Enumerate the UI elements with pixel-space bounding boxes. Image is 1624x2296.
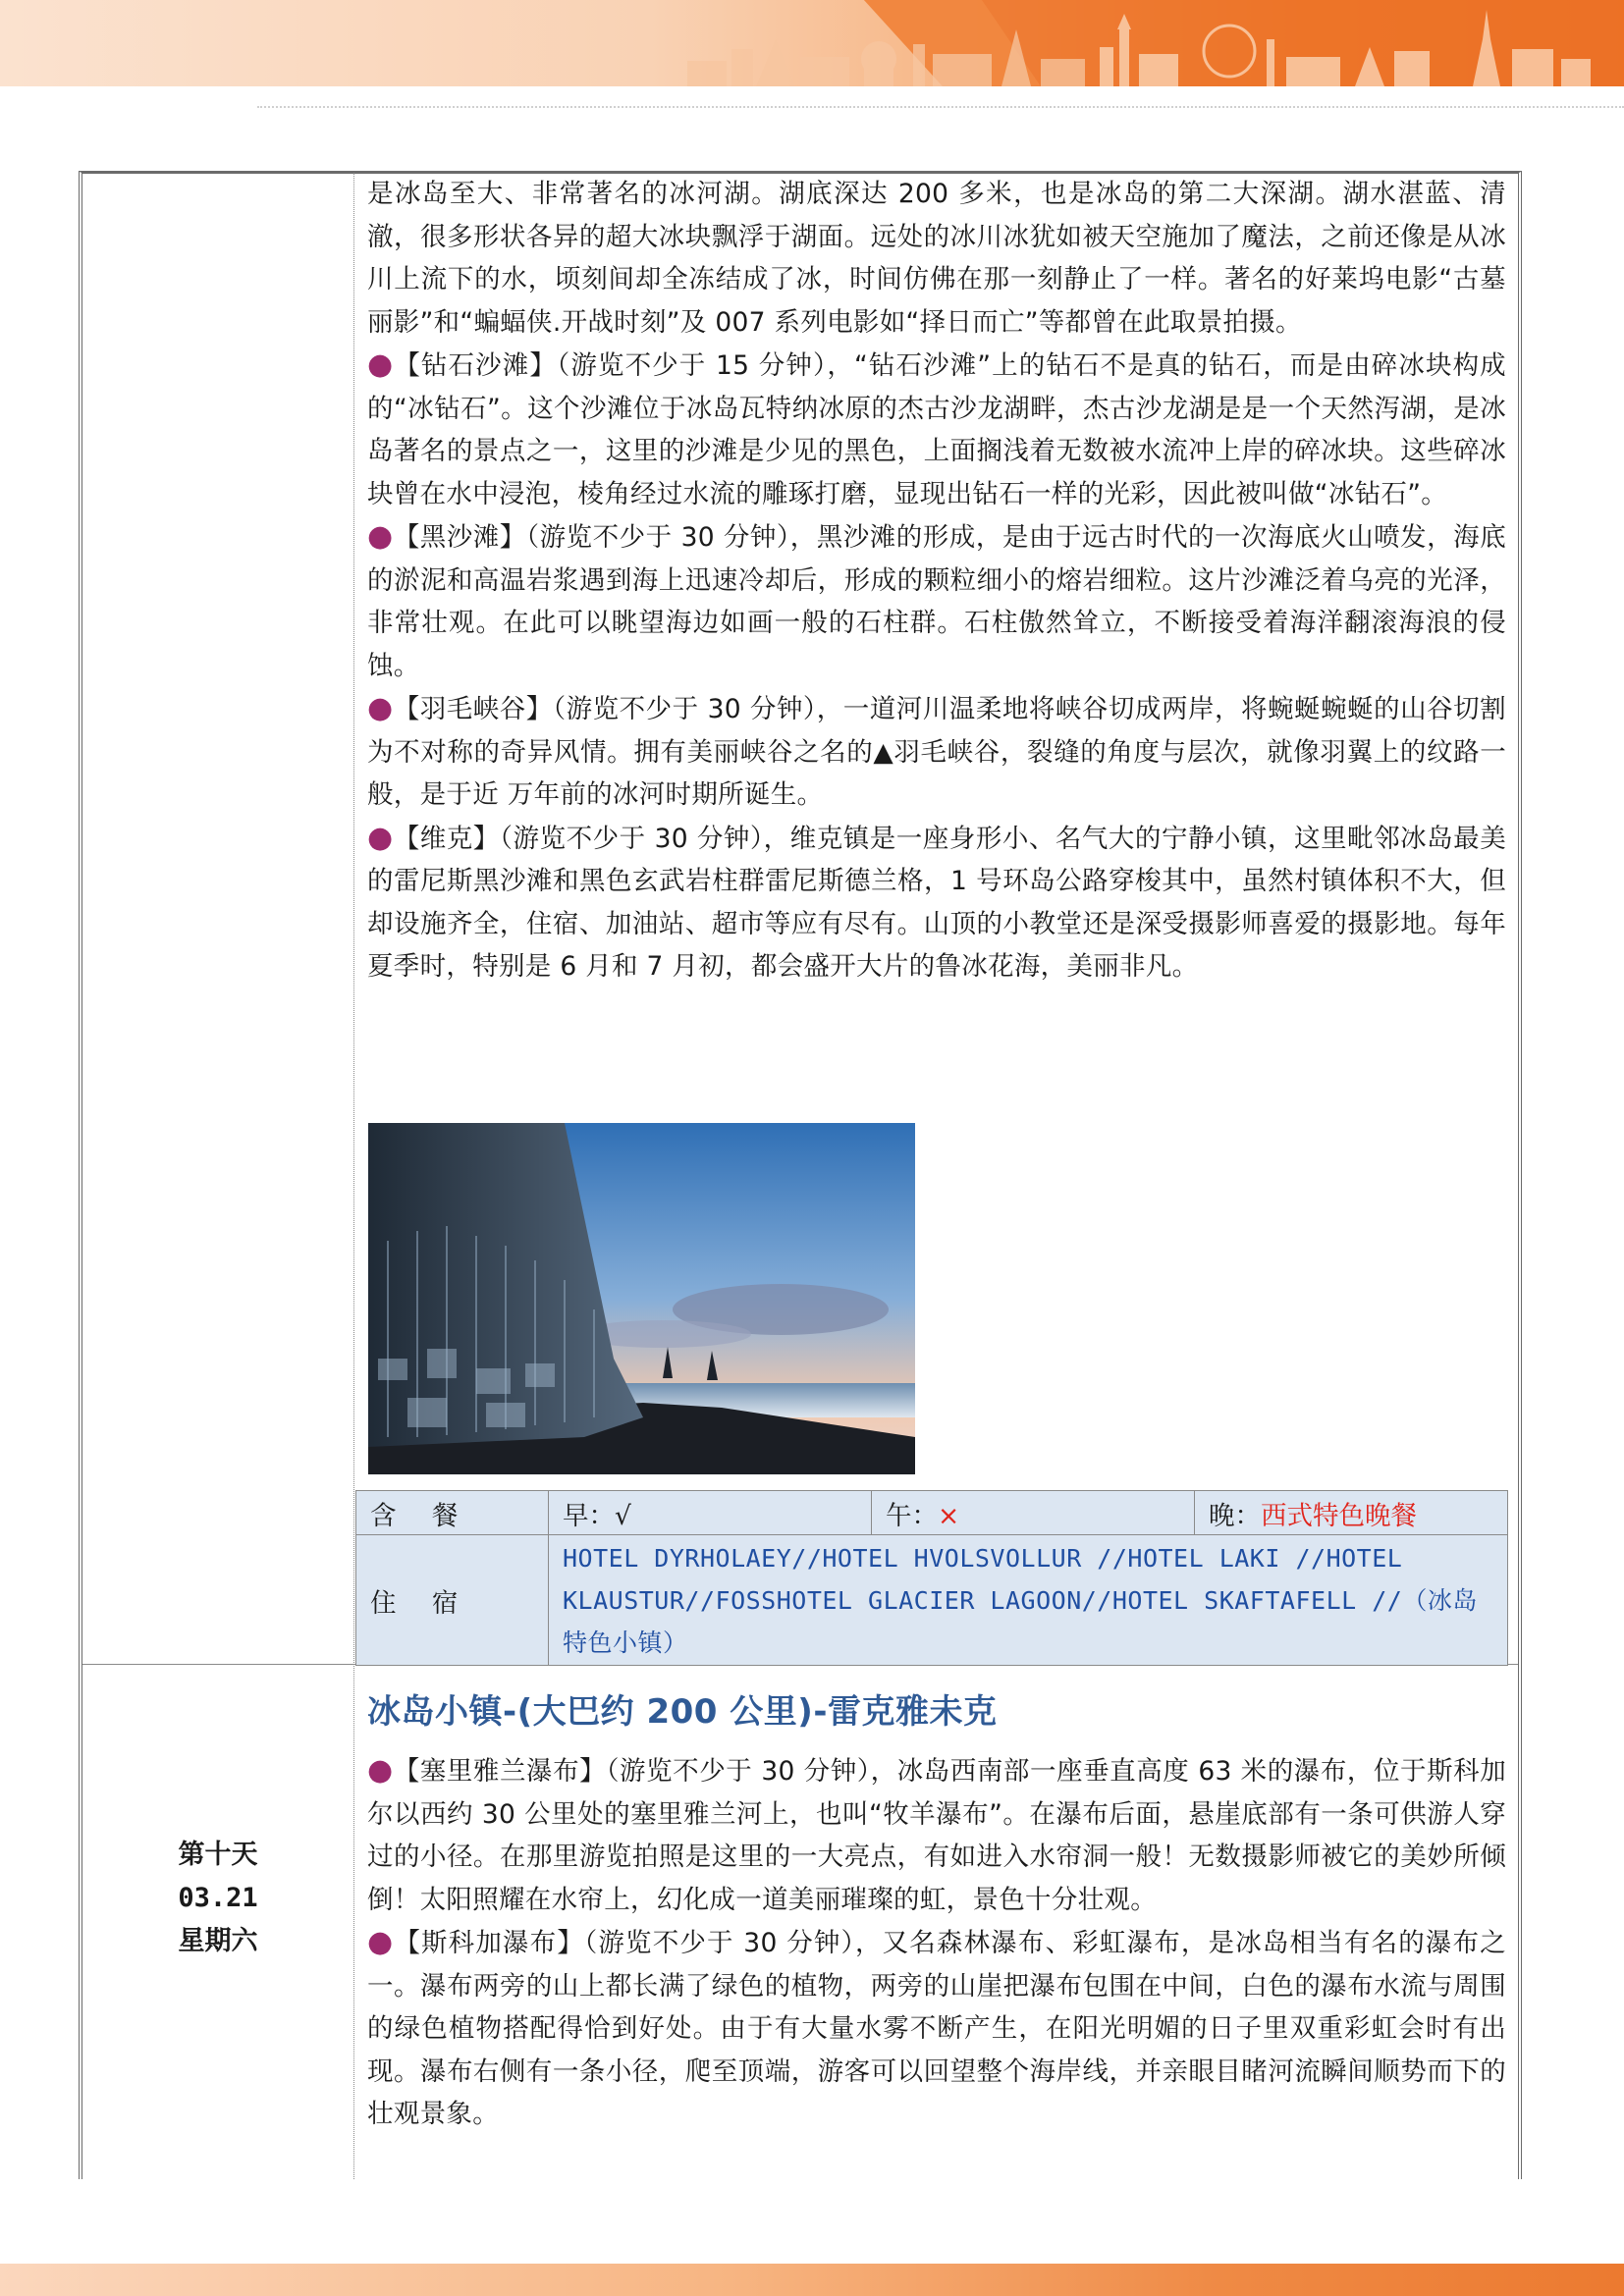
day10-title: 冰岛小镇-(大巴约 200 公里)-雷克雅未克: [367, 1692, 998, 1732]
day10-content: [367, 1749, 1506, 2136]
hotel-value: HOTEL DYRHOLAEY//HOTEL HVOLSVOLLUR //HOTEL LAKI //HOTEL KLAUSTUR//FOSSHOTEL GLACIER LAGOON//HOTEL SKAFTAFELL //（冰岛特色小镇）: [549, 1535, 1508, 1666]
attraction-name: 【塞里雅兰瀑布】: [393, 1756, 607, 1787]
attraction-name: 【维克】: [393, 823, 500, 854]
lunch-cell: [872, 1491, 1195, 1535]
dinner-label: 晚：: [1209, 1500, 1261, 1531]
bullet-icon: ●: [367, 1753, 394, 1788]
lunch-label: 午：: [886, 1500, 938, 1531]
attraction-item: [367, 817, 1506, 988]
bullet-icon: ●: [367, 820, 394, 855]
breakfast-label: 早：: [563, 1500, 615, 1531]
meals-label: 含 餐: [356, 1491, 549, 1535]
meals-row: [356, 1491, 1508, 1535]
attraction-name: 【羽毛峡谷】: [393, 694, 553, 724]
bullet-icon: ●: [367, 1925, 395, 1959]
attraction-name: 【斯科加瀑布】: [394, 1928, 584, 1958]
day10-label: [82, 1834, 353, 1963]
attraction-text: （游览不少于 30 分钟），冰岛西南部一座垂直高度 63 米的瀑布，位于斯科加尔以西约 30 公里处的塞里雅兰河上，也叫“牧羊瀑布”。在瀑布后面，悬崖底部有一条可供游人穿过的小径。在那里游览拍照是这里的一大亮点，有如进入水帘洞一般！无数摄影师被它的美妙所倾倒！太阳照耀在水帘上，幻化成一道美丽璀璨的虹，景色十分壮观。: [367, 1756, 1506, 1915]
lunch-value: ×: [938, 1500, 960, 1531]
attraction-text: （游览不少于 30 分钟），又名森林瀑布、彩虹瀑布，是冰岛相当有名的瀑布之一。瀑布两旁的山上都长满了绿色的植物，两旁的山崖把瀑布包围在中间，白色的瀑布水流与周围的绿色植物搭配得恰到好处。由于有大量水雾不断产生，在阳光明媚的日子里双重彩虹会时有出现。瀑布右侧有一条小径，爬至顶端，游客可以回望整个海岸线，并亲眼目睹河流瞬间顺势而下的壮观景象。: [367, 1928, 1506, 2129]
attraction-item: [367, 1749, 1506, 1921]
attraction-item: [367, 1921, 1506, 2136]
skyline-icon: [0, 0, 1624, 86]
day-date: 03.21: [178, 1883, 258, 1913]
bullet-icon: ●: [367, 347, 395, 382]
breakfast-cell: [549, 1491, 872, 1535]
attraction-name: 【钻石沙滩】: [394, 350, 557, 381]
column-divider: [353, 173, 354, 2179]
hotel-label: 住 宿: [356, 1535, 549, 1666]
bullet-icon: ●: [367, 691, 394, 725]
black-sand-beach-photo: [368, 1123, 915, 1474]
day-number: 第十天: [178, 1840, 258, 1870]
hotel-row: [356, 1535, 1508, 1666]
bullet-icon: ●: [367, 519, 394, 554]
header-band: [0, 0, 1624, 86]
attraction-text: （游览不少于 30 分钟），维克镇是一座身形小、名气大的宁静小镇，这里毗邻冰岛最美的雷尼斯黑沙滩和黑色玄武岩柱群雷尼斯德兰格，1 号环岛公路穿梭其中，虽然村镇体积不大，但却设施齐全，住宿、加油站、超市等应有尽有。山顶的小教堂还是深受摄影师喜爱的摄影地。每年夏季时，特别是 6 月和 7 月初，都会盛开大片的鲁冰花海，美丽非凡。: [367, 823, 1506, 982]
meals-hotel-table: [355, 1490, 1508, 1666]
attraction-item: [367, 515, 1506, 687]
intro-paragraph: 是冰岛至大、非常著名的冰河湖。湖底深达 200 多米，也是冰岛的第二大深湖。湖水湛蓝、清澈，很多形状各异的超大冰块飘浮于湖面。远处的冰川冰犹如被天空施加了魔法，之前还像是从冰川上流下的水，顷刻间却全冻结成了冰，时间仿佛在那一刻静止了一样。著名的好莱坞电影“古墓丽影”和“蝙蝠侠.开战时刻”及 007 系列电影如“择日而亡”等都曾在此取景拍摄。: [367, 179, 1506, 338]
attraction-name: 【黑沙滩】: [393, 522, 526, 553]
attraction-text: （游览不少于 30 分钟），黑沙滩的形成，是由于远古时代的一次海底火山喷发，海底的淤泥和高温岩浆遇到海上迅速冷却后，形成的颗粒细小的熔岩细粒。这片沙滩泛着乌亮的光泽，非常壮观。在此可以眺望海边如画一般的石柱群。石柱傲然耸立，不断接受着海洋翻滚海浪的侵蚀。: [367, 522, 1506, 681]
dinner-value: 西式特色晚餐: [1261, 1500, 1417, 1531]
header-divider: [257, 106, 1624, 108]
attraction-item: [367, 344, 1506, 515]
attraction-text: （游览不少于 15 分钟），“钻石沙滩”上的钻石不是真的钻石，而是由碎冰块构成的“冰钻石”。这个沙滩位于冰岛瓦特纳冰原的杰古沙龙湖畔，杰古沙龙湖是是一个天然泻湖，是冰岛著名的景点之一，这里的沙滩是少见的黑色，上面搁浅着无数被水流冲上岸的碎冰块。这些碎冰块曾在水中浸泡，棱角经过水流的雕琢打磨，显现出钻石一样的光彩，因此被叫做“冰钻石”。: [367, 350, 1507, 509]
day-weekday: 星期六: [178, 1926, 258, 1956]
attraction-item: [367, 687, 1506, 817]
footer-band: [0, 2264, 1624, 2296]
breakfast-value: √: [615, 1500, 631, 1531]
day9-content: [367, 173, 1506, 988]
dinner-cell: [1195, 1491, 1508, 1535]
attraction-text: （游览不少于 30 分钟），一道河川温柔地将峡谷切成两岸，将蜿蜒蜿蜒的山谷切割为不对称的奇异风情。拥有美丽峡谷之名的▲羽毛峡谷，裂缝的角度与层次，就像羽翼上的纹路一般，是于近 万年前的冰河时期所诞生。: [367, 694, 1506, 810]
